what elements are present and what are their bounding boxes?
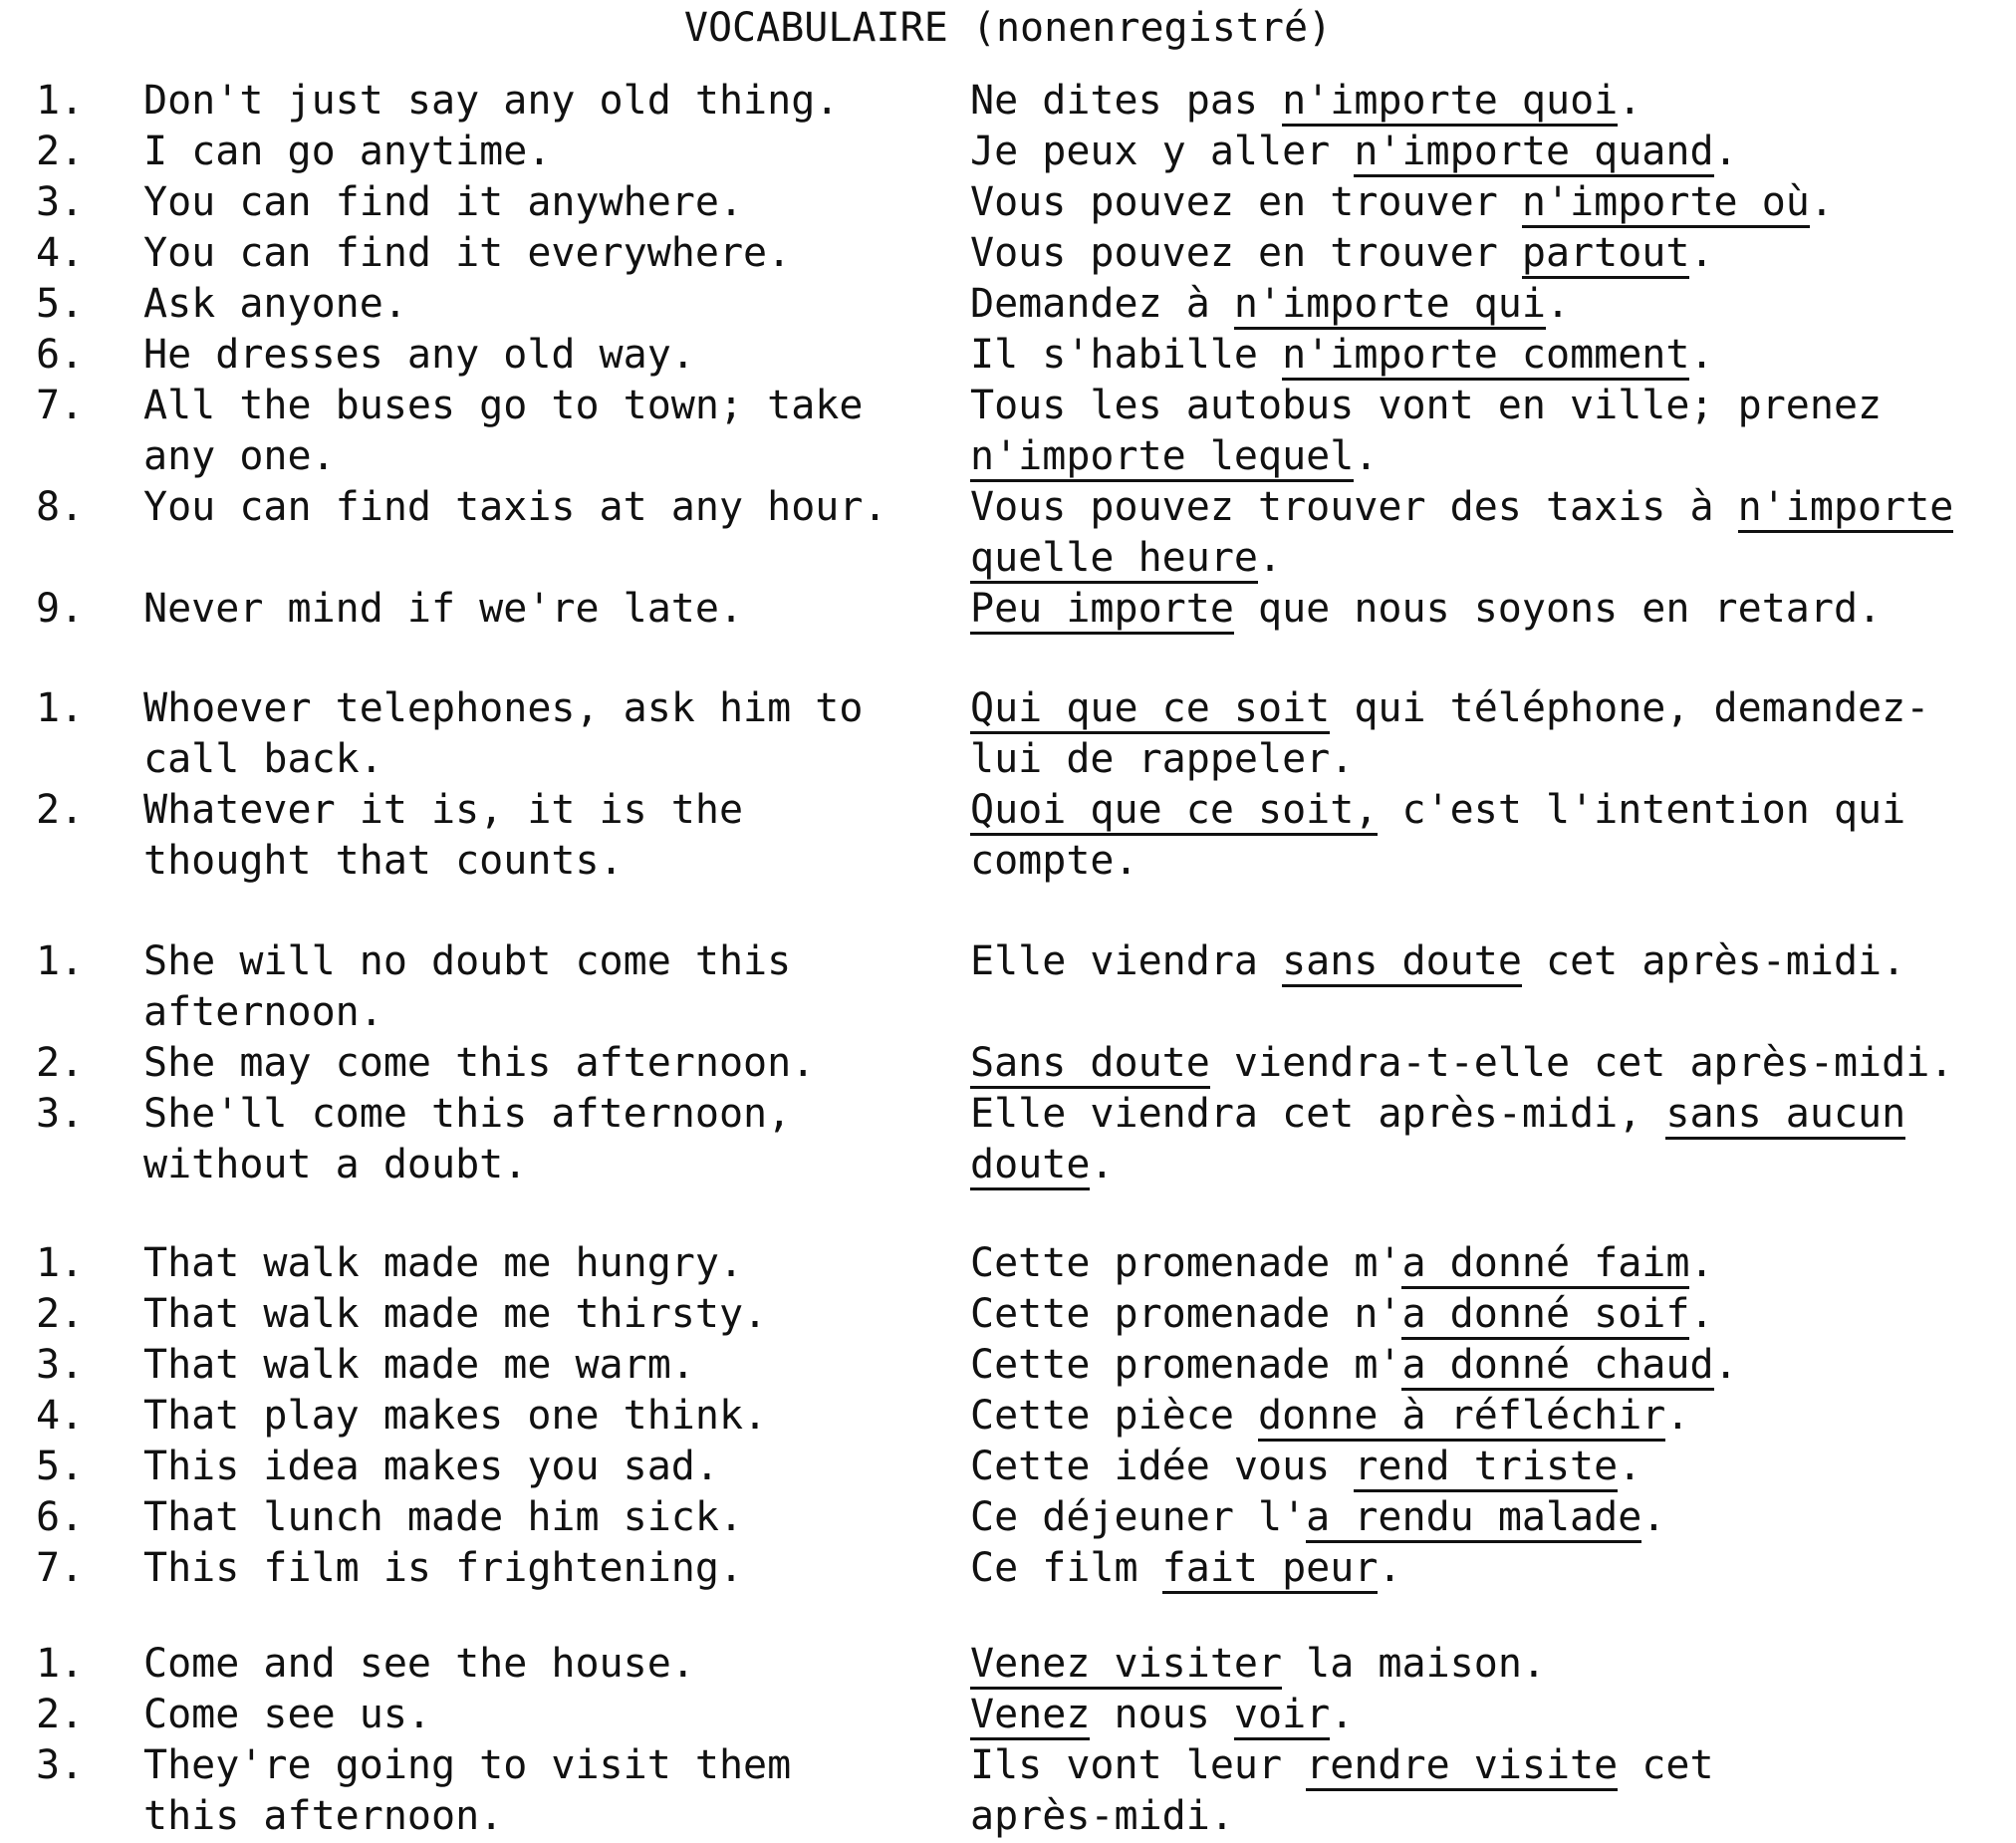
underlined-expression: Venez — [970, 1692, 1090, 1740]
french-text: . — [1689, 332, 1714, 378]
french-line — [970, 330, 1996, 381]
page-title: VOCABULAIRE (nonenregistré) — [683, 5, 1333, 51]
entry-number-text: 4. — [36, 230, 85, 276]
french-translation — [970, 482, 2016, 584]
french-text: . — [1618, 78, 1642, 124]
underlined-expression: Venez visiter — [970, 1641, 1282, 1690]
french-line — [970, 1289, 1996, 1340]
vocab-entry — [0, 1340, 2016, 1391]
french-text: Tous les autobus vont en ville; prenez — [970, 383, 1883, 428]
entry-number — [36, 1391, 88, 1442]
english-line: You can find it anywhere. — [143, 179, 744, 225]
english-phrase — [143, 1038, 970, 1089]
french-text: Vous pouvez trouver des taxis à — [970, 484, 1738, 530]
section-sans-doute — [0, 936, 2016, 1190]
english-phrase — [143, 1442, 970, 1492]
english-phrase — [143, 1639, 970, 1690]
english-line: She will no doubt come this — [143, 938, 792, 984]
french-text: cet après-midi. — [1521, 938, 1906, 984]
entry-number — [36, 76, 88, 127]
french-text: viendra-t-elle cet après-midi. — [1209, 1040, 1954, 1086]
section-n-importe — [0, 76, 2016, 635]
french-text: compte. — [970, 838, 1138, 884]
french-text: Ce film — [970, 1545, 1162, 1591]
entry-number-text: 3. — [36, 1742, 85, 1788]
french-text: Vous pouvez en trouver — [970, 179, 1522, 225]
french-text: Cette idée vous — [970, 1444, 1355, 1489]
french-text: . — [1257, 535, 1283, 581]
entry-number — [36, 228, 88, 279]
french-line — [970, 482, 1996, 533]
entry-number-text: 3. — [36, 1091, 85, 1137]
french-translation — [970, 1740, 2016, 1842]
entry-number — [36, 1639, 88, 1690]
french-translation — [970, 1492, 2016, 1543]
entry-number — [36, 1543, 88, 1594]
vocab-entry — [0, 1639, 2016, 1690]
english-phrase — [143, 1391, 970, 1442]
french-line — [970, 1442, 1996, 1492]
entry-number — [36, 584, 88, 635]
french-translation — [970, 683, 2016, 785]
french-text: . — [1689, 1291, 1714, 1337]
entry-number-text: 2. — [36, 1692, 85, 1737]
vocab-entry — [0, 584, 2016, 635]
english-line: That walk made me warm. — [143, 1342, 695, 1388]
french-text: après-midi. — [970, 1793, 1234, 1839]
underlined-expression: Qui que ce soit — [970, 685, 1330, 734]
vocab-entry — [0, 1543, 2016, 1594]
french-text: Il s'habille — [970, 332, 1283, 378]
french-line — [970, 1038, 1996, 1089]
english-phrase — [143, 279, 970, 330]
underlined-expression: Quoi que ce soit, — [970, 787, 1378, 836]
french-text: Ils vont leur — [970, 1742, 1307, 1788]
entry-number — [36, 785, 88, 887]
vocab-entry — [0, 1038, 2016, 1089]
french-line — [970, 127, 1996, 177]
french-translation — [970, 177, 2016, 228]
entry-number — [36, 1492, 88, 1543]
entry-number-text: 7. — [36, 1545, 85, 1591]
english-phrase — [143, 1690, 970, 1740]
english-phrase — [143, 127, 970, 177]
english-phrase — [143, 177, 970, 228]
entry-number-text: 1. — [36, 685, 85, 731]
underlined-expression: fait peur — [1162, 1545, 1379, 1594]
entry-number-text: 2. — [36, 1291, 85, 1337]
french-translation — [970, 1289, 2016, 1340]
english-line: This film is frightening. — [143, 1545, 744, 1591]
vocab-entry — [0, 76, 2016, 127]
underlined-expression: rend triste — [1354, 1444, 1618, 1492]
french-line — [970, 431, 1996, 482]
english-phrase — [143, 1340, 970, 1391]
entry-number-text: 8. — [36, 484, 85, 530]
french-translation — [970, 584, 2016, 635]
french-text: . — [1809, 179, 1834, 225]
french-translation — [970, 1690, 2016, 1740]
entry-number — [36, 127, 88, 177]
french-text: . — [1713, 1342, 1738, 1388]
french-text: c'est l'intention qui — [1378, 787, 1906, 833]
english-line: That lunch made him sick. — [143, 1494, 744, 1540]
french-text: Ce déjeuner l' — [970, 1494, 1307, 1540]
french-line — [970, 1089, 1996, 1140]
section-que-ce-soit — [0, 683, 2016, 887]
entry-number-text: 4. — [36, 1393, 85, 1439]
vocab-entry — [0, 785, 2016, 887]
underlined-expression: Sans doute — [970, 1040, 1210, 1089]
vocab-entry — [0, 1089, 2016, 1190]
french-text: . — [1545, 281, 1571, 327]
english-line: That walk made me hungry. — [143, 1240, 744, 1286]
english-phrase — [143, 936, 970, 1038]
vocab-entry — [0, 1442, 2016, 1492]
french-text: Cette promenade m' — [970, 1342, 1402, 1388]
entry-number-text: 9. — [36, 586, 85, 632]
english-line: any one. — [143, 433, 336, 479]
french-text: . — [1665, 1393, 1690, 1439]
entry-number-text: 6. — [36, 332, 85, 378]
french-text: nous — [1090, 1692, 1234, 1737]
french-text: cet — [1618, 1742, 1714, 1788]
underlined-expression: n'importe — [1738, 484, 1954, 533]
english-phrase — [143, 1543, 970, 1594]
french-translation — [970, 76, 2016, 127]
underlined-expression: voir — [1234, 1692, 1330, 1740]
vocab-entry — [0, 177, 2016, 228]
french-translation — [970, 1340, 2016, 1391]
vocab-entry — [0, 1238, 2016, 1289]
french-translation — [970, 936, 2016, 1038]
vocab-entry — [0, 330, 2016, 381]
french-text: Ne dites pas — [970, 78, 1283, 124]
french-text: . — [1090, 1142, 1115, 1187]
french-text: . — [1354, 433, 1379, 479]
french-text: la maison. — [1282, 1641, 1546, 1687]
vocab-entry — [0, 228, 2016, 279]
french-line — [970, 279, 1996, 330]
english-line: All the buses go to town; take — [143, 383, 864, 428]
english-phrase — [143, 1089, 970, 1190]
french-translation — [970, 228, 2016, 279]
french-translation — [970, 1639, 2016, 1690]
french-text: . — [1689, 230, 1714, 276]
entry-number — [36, 936, 88, 1038]
french-line — [970, 936, 1996, 987]
english-phrase — [143, 76, 970, 127]
english-line: This idea makes you sad. — [143, 1444, 719, 1489]
french-translation — [970, 1038, 2016, 1089]
underlined-expression: n'importe quand — [1354, 129, 1713, 177]
entry-number-text: 3. — [36, 1342, 85, 1388]
underlined-expression: rendre visite — [1306, 1742, 1618, 1791]
underlined-expression: a donné soif — [1401, 1291, 1689, 1340]
english-line: Don't just say any old thing. — [143, 78, 840, 124]
english-phrase — [143, 584, 970, 635]
english-phrase — [143, 1289, 970, 1340]
entry-number-text: 2. — [36, 787, 85, 833]
french-text: lui de rappeler. — [970, 736, 1355, 782]
english-line: I can go anytime. — [143, 129, 552, 174]
french-line — [970, 836, 1996, 887]
section-donner-rendre — [0, 1238, 2016, 1594]
english-phrase — [143, 1238, 970, 1289]
vocab-entry — [0, 683, 2016, 785]
entry-number — [36, 1340, 88, 1391]
underlined-expression: n'importe qui — [1234, 281, 1546, 330]
english-line: Never mind if we're late. — [143, 586, 744, 632]
english-line: Ask anyone. — [143, 281, 407, 327]
french-line — [970, 228, 1996, 279]
french-text: Elle viendra — [970, 938, 1283, 984]
entry-number — [36, 1038, 88, 1089]
english-line: She may come this afternoon. — [143, 1040, 816, 1086]
english-line: Whatever it is, it is the — [143, 787, 744, 833]
underlined-expression: doute — [970, 1142, 1090, 1190]
entry-number — [36, 1238, 88, 1289]
english-phrase — [143, 482, 970, 584]
french-text: Elle viendra cet après-midi, — [970, 1091, 1666, 1137]
french-line — [970, 381, 1996, 431]
entry-number-text: 7. — [36, 383, 85, 428]
french-line — [970, 533, 1996, 584]
underlined-expression: donne à réfléchir — [1258, 1393, 1665, 1442]
underlined-expression: sans aucun — [1665, 1091, 1905, 1140]
french-line — [970, 1492, 1996, 1543]
french-text: que nous soyons en retard. — [1233, 586, 1883, 632]
french-text: Demandez à — [970, 281, 1234, 327]
french-translation — [970, 1442, 2016, 1492]
english-line: this afternoon. — [143, 1793, 504, 1839]
underlined-expression: a rendu malade — [1306, 1494, 1641, 1543]
english-line: They're going to visit them — [143, 1742, 792, 1788]
french-translation — [970, 1543, 2016, 1594]
vocab-entry — [0, 1391, 2016, 1442]
vocab-entry — [0, 1492, 2016, 1543]
underlined-expression: quelle heure — [970, 535, 1258, 584]
underlined-expression: Peu importe — [970, 586, 1234, 635]
french-line — [970, 584, 1996, 635]
french-line — [970, 1140, 1996, 1190]
french-translation — [970, 127, 2016, 177]
english-phrase — [143, 683, 970, 785]
french-translation — [970, 330, 2016, 381]
underlined-expression: partout — [1522, 230, 1690, 279]
underlined-expression: n'importe quoi — [1282, 78, 1618, 127]
english-phrase — [143, 228, 970, 279]
english-line: thought that counts. — [143, 838, 624, 884]
english-phrase — [143, 785, 970, 887]
vocab-entry — [0, 381, 2016, 482]
english-phrase — [143, 1492, 970, 1543]
english-line: afternoon. — [143, 989, 383, 1035]
entry-number-text: 5. — [36, 1444, 85, 1489]
english-line: without a doubt. — [143, 1142, 528, 1187]
french-text: Je peux y aller — [970, 129, 1355, 174]
underlined-expression: sans doute — [1282, 938, 1522, 987]
entry-number-text: 1. — [36, 938, 85, 984]
french-text: . — [1689, 1240, 1714, 1286]
english-line: call back. — [143, 736, 383, 782]
entry-number — [36, 1442, 88, 1492]
french-text: . — [1618, 1444, 1642, 1489]
entry-number-text: 1. — [36, 1240, 85, 1286]
french-text: . — [1713, 129, 1738, 174]
french-line — [970, 1391, 1996, 1442]
french-line — [970, 734, 1996, 785]
french-line — [970, 1238, 1996, 1289]
english-line: Whoever telephones, ask him to — [143, 685, 864, 731]
underlined-expression: n'importe lequel — [970, 433, 1354, 482]
entry-number — [36, 683, 88, 785]
entry-number — [36, 1089, 88, 1190]
french-line — [970, 177, 1996, 228]
entry-number — [36, 482, 88, 584]
french-translation — [970, 1238, 2016, 1289]
entry-number-text: 1. — [36, 78, 85, 124]
french-text: Cette promenade m' — [970, 1240, 1402, 1286]
french-text: . — [1330, 1692, 1355, 1737]
underlined-expression: a donné faim — [1401, 1240, 1689, 1289]
french-translation — [970, 1391, 2016, 1442]
french-translation — [970, 785, 2016, 887]
french-line — [970, 1791, 1996, 1842]
vocab-entry — [0, 279, 2016, 330]
french-line — [970, 1690, 1996, 1740]
section-visiter — [0, 1639, 2016, 1842]
french-text: . — [1641, 1494, 1666, 1540]
vocab-entry — [0, 936, 2016, 1038]
french-text: . — [1378, 1545, 1402, 1591]
entry-number — [36, 1690, 88, 1740]
french-translation — [970, 279, 2016, 330]
entry-number — [36, 381, 88, 482]
french-text: Cette pièce — [970, 1393, 1258, 1439]
entry-number — [36, 330, 88, 381]
underlined-expression: n'importe où — [1522, 179, 1810, 228]
english-line: You can find taxis at any hour. — [143, 484, 887, 530]
french-line — [970, 1340, 1996, 1391]
french-line — [970, 1740, 1996, 1791]
entry-number-text: 2. — [36, 129, 85, 174]
vocab-entry — [0, 482, 2016, 584]
vocab-entry — [0, 127, 2016, 177]
english-line: Come see us. — [143, 1692, 431, 1737]
french-line — [970, 1639, 1996, 1690]
underlined-expression: n'importe comment — [1282, 332, 1689, 381]
english-line: He dresses any old way. — [143, 332, 695, 378]
english-phrase — [143, 381, 970, 482]
entry-number-text: 5. — [36, 281, 85, 327]
vocab-entry — [0, 1690, 2016, 1740]
entry-number-text: 1. — [36, 1641, 85, 1687]
french-translation — [970, 1089, 2016, 1190]
french-text: qui téléphone, demandez- — [1330, 685, 1930, 731]
french-line — [970, 76, 1996, 127]
french-line — [970, 1543, 1996, 1594]
french-line — [970, 785, 1996, 836]
entry-number — [36, 1289, 88, 1340]
vocab-entry — [0, 1740, 2016, 1842]
entry-number — [36, 1740, 88, 1842]
french-text: Vous pouvez en trouver — [970, 230, 1522, 276]
french-line — [970, 683, 1996, 734]
english-line: She'll come this afternoon, — [143, 1091, 792, 1137]
english-line: Come and see the house. — [143, 1641, 695, 1687]
french-translation — [970, 381, 2016, 482]
entry-number — [36, 177, 88, 228]
english-phrase — [143, 1740, 970, 1842]
english-line: That walk made me thirsty. — [143, 1291, 768, 1337]
vocab-entry — [0, 1289, 2016, 1340]
entry-number-text: 6. — [36, 1494, 85, 1540]
underlined-expression: a donné chaud — [1401, 1342, 1713, 1391]
entry-number — [36, 279, 88, 330]
english-line: You can find it everywhere. — [143, 230, 792, 276]
english-phrase — [143, 330, 970, 381]
french-text: Cette promenade n' — [970, 1291, 1402, 1337]
entry-number-text: 3. — [36, 179, 85, 225]
english-line: That play makes one think. — [143, 1393, 768, 1439]
entry-number-text: 2. — [36, 1040, 85, 1086]
